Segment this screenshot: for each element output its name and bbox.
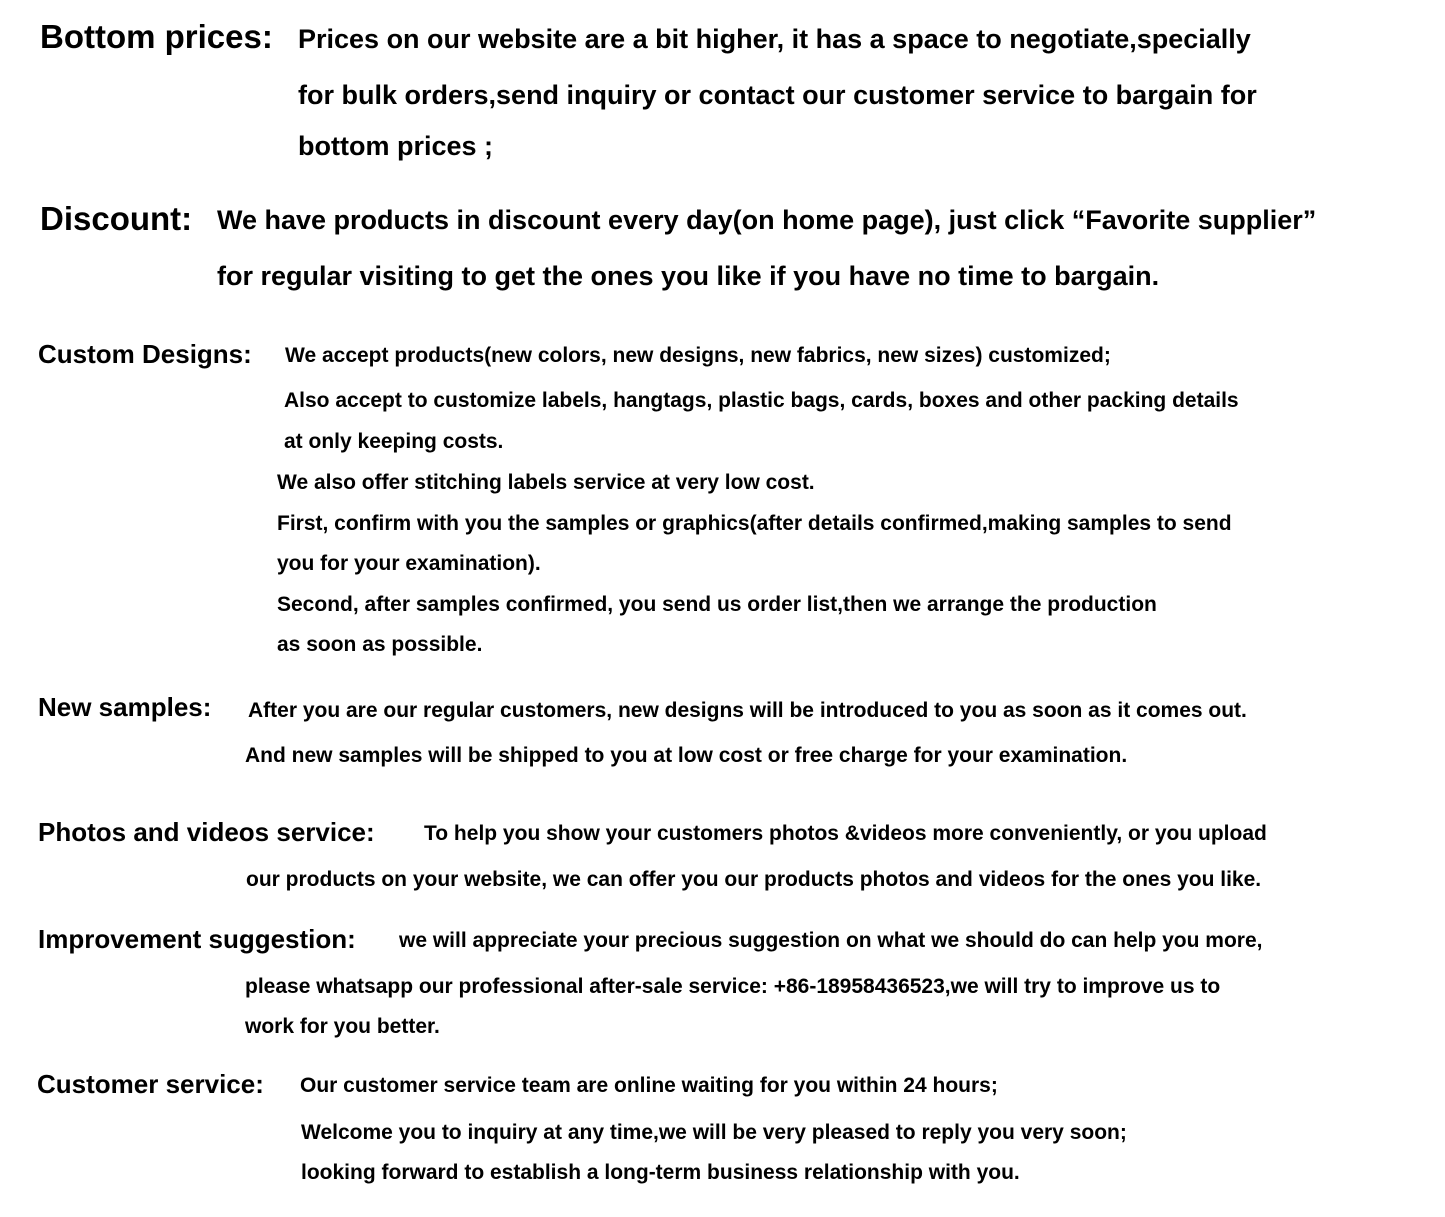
section-text-line: To help you show your customers photos &videos more conveniently, or you upload	[424, 822, 1267, 845]
section-text-line: We accept products(new colors, new designs, new fabrics, new sizes) customized;	[285, 344, 1111, 367]
section-text-line: Also accept to customize labels, hangtags, plastic bags, cards, boxes and other packing details	[284, 389, 1239, 412]
section-text-line: we will appreciate your precious suggestion on what we should do can help you more,	[399, 929, 1263, 952]
section-text-line: And new samples will be shipped to you at low cost or free charge for your examination.	[245, 744, 1128, 767]
section-text-line: Second, after samples confirmed, you send us order list,then we arrange the production	[277, 593, 1157, 616]
section-label-bottom-prices: Bottom prices:	[40, 18, 273, 55]
section-label-new-samples: New samples:	[38, 692, 212, 722]
section-text-line: First, confirm with you the samples or graphics(after details confirmed,making samples to send	[277, 512, 1232, 535]
section-text-line: Our customer service team are online waiting for you within 24 hours;	[300, 1074, 998, 1097]
section-text-line: looking forward to establish a long-term business relationship with you.	[301, 1161, 1020, 1184]
section-text-line: We also offer stitching labels service at very low cost.	[277, 471, 815, 494]
section-text-line: Welcome you to inquiry at any time,we will be very pleased to reply you very soon;	[301, 1121, 1127, 1144]
section-text-line: work for you better.	[245, 1015, 440, 1038]
section-text-line: as soon as possible.	[277, 633, 483, 656]
section-label-photos-videos-service: Photos and videos service:	[38, 817, 375, 847]
section-text-line: for regular visiting to get the ones you like if you have no time to bargain.	[217, 261, 1160, 291]
section-text-line: at only keeping costs.	[284, 430, 504, 453]
section-text-line: Prices on our website are a bit higher, it has a space to negotiate,specially	[298, 24, 1251, 54]
section-label-custom-designs: Custom Designs:	[38, 339, 252, 369]
section-text-line: We have products in discount every day(on home page), just click “Favorite supplier”	[217, 205, 1317, 235]
section-label-discount: Discount:	[40, 200, 193, 237]
section-text-line: for bulk orders,send inquiry or contact our customer service to bargain for	[298, 80, 1257, 110]
section-text-line: bottom prices ;	[298, 131, 494, 161]
section-text-line: After you are our regular customers, new designs will be introduced to you as soon as it comes out.	[248, 699, 1247, 722]
section-text-line: our products on your website, we can offer you our products photos and videos for the ones you like.	[246, 868, 1262, 891]
section-label-improvement-suggestion: Improvement suggestion:	[38, 924, 356, 954]
section-text-line: please whatsapp our professional after-sale service: +86-18958436523,we will try to improve us to	[245, 975, 1221, 998]
section-label-customer-service: Customer service:	[37, 1069, 264, 1099]
section-text-line: you for your examination).	[277, 552, 541, 575]
